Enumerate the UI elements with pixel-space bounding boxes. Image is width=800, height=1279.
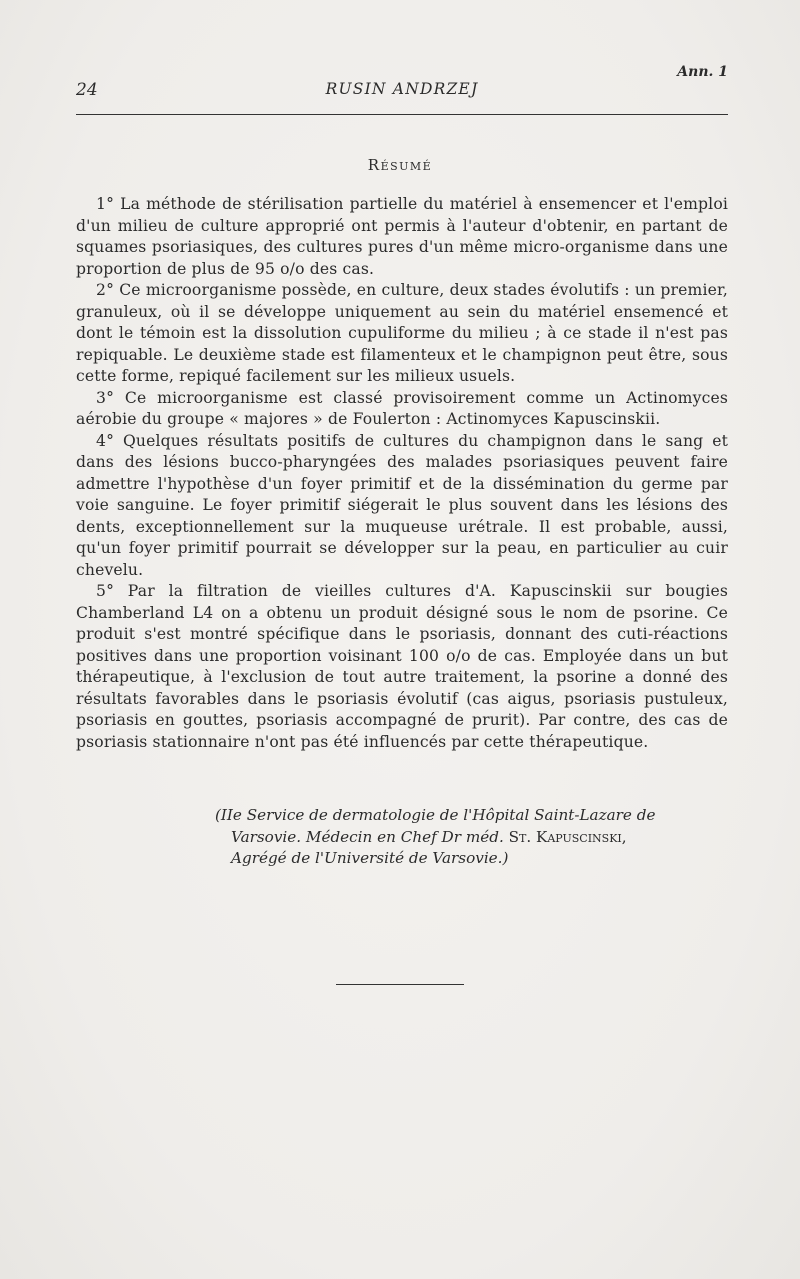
summary-paragraph-3: 3° Ce microorganisme est classé provisoirement comme un Actinomyces aérobie du groupe « majores » de Foulerton : Actinomyces Kapuscinskii. (76, 388, 728, 428)
summary-paragraph-5: 5° Par la filtration de vieilles cultures d'A. Kapuscinskii sur bougies Chamberland L4 on a obtenu un produit désigné sous le nom de psorine. Ce produit s'est montré spécifique dans le psoriasis, donnant des cuti-réactions positives dans une proportion voisinant 100 o/o de cas. Employée dans un but thérapeutique, à l'exclusion de tout autre traitement, la psorine a donné des résultats favorables dans le psoriasis évolutif (cas aigus, psoriasis pustuleux, psoriasis en gouttes, psoriasis accompagné de prurit). Par contre, des cas de psoriasis stationnaire n'ont pas été influencés par cette thérapeutique. (76, 582, 728, 751)
affiliation-line-1: (IIe Service de dermatologie de l'Hôpital Saint-Lazare de (215, 806, 656, 824)
header-rule (76, 114, 728, 115)
affiliation-note (215, 805, 728, 870)
section-title: Résumé (367, 156, 433, 174)
summary-body (76, 194, 728, 753)
affiliation-author-name: St. Kapuscinski, (508, 827, 627, 846)
affiliation-line-2-text: Varsovie. Médecin en Chef Dr méd. (231, 827, 509, 846)
closing-rule (336, 984, 464, 985)
page-number: 24 (76, 80, 98, 100)
page-header (76, 64, 728, 110)
affiliation-line-2 (215, 827, 728, 849)
summary-paragraph-4: 4° Quelques résultats positifs de cultures du champignon dans le sang et dans des lésions bucco-pharyngées des malades psoriasiques peuvent faire admettre l'hypothèse d'un foyer primitif et de la dissémination du germe par voie sanguine. Le foyer primitif siégerait le plus souvent dans les lésions des dents, exceptionnellement sur la muqueuse urétrale. Il est probable, aussi, qu'un foyer primitif pourrait se développer sur la peau, en particulier au cuir chevelu. (76, 431, 728, 579)
volume-label: Ann. 1 (677, 64, 728, 80)
summary-paragraph-2: 2° Ce microorganisme possède, en culture, deux stades évolutifs : un premier, granuleux, où il se développe uniquement au sein du matériel ensemencé et dont le témoin est la dissolution cupuliforme du milieu ; à ce stade il n'est pas repiquable. Le deuxième stade est filamenteux et le champignon peut être, sous cette forme, repiqué facilement sur les milieux usuels. (76, 281, 728, 385)
running-title: RUSIN ANDRZEJ (325, 80, 479, 98)
summary-paragraph-1: 1° La méthode de stérilisation partielle du matériel à ensemencer et l'emploi d'un milieu de culture approprié ont permis à l'auteur d'obtenir, en partant de squames psoriasiques, des cultures pures d'un même micro-organisme dans une proportion de plus de 95 o/o des cas. (76, 195, 728, 278)
affiliation-line-3: Agrégé de l'Université de Varsovie.) (231, 849, 509, 867)
